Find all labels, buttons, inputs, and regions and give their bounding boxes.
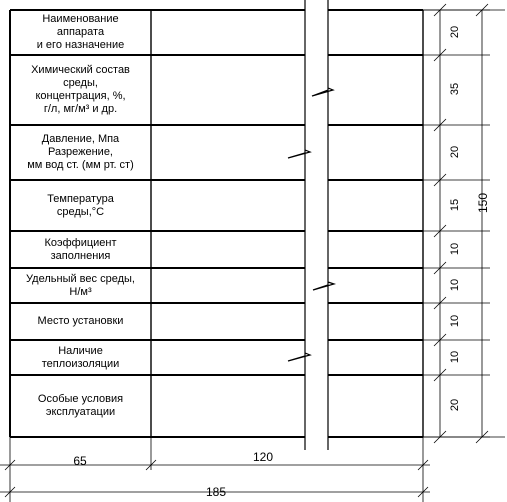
row-label-line: концентрация, %, xyxy=(35,90,126,102)
row-label xyxy=(10,270,151,301)
row-label xyxy=(10,127,151,178)
row-label-line: среды, xyxy=(63,77,98,89)
break-line-right xyxy=(312,0,334,450)
row-label-line: и его назначение xyxy=(36,39,125,51)
row-label-line: заполнения xyxy=(50,249,111,262)
row-label-line: Давление, Мпа xyxy=(41,133,120,145)
row-label-line: аппарата xyxy=(56,26,105,38)
row-label-line: Коэффициент xyxy=(44,236,117,249)
row-label xyxy=(10,12,151,53)
row-label-line: теплоизоляции xyxy=(41,357,120,370)
row-height-dim: 20 xyxy=(449,25,461,38)
row-height-dim: 15 xyxy=(449,198,461,211)
row-height-dim: 10 xyxy=(449,278,461,291)
row-height-dim: 10 xyxy=(449,242,461,255)
row-label-line: Наименование xyxy=(42,13,119,25)
row-label-line: Удельный вес среды, xyxy=(26,272,135,285)
row-label-line: Особые условия xyxy=(37,393,124,405)
row-height-dim: 20 xyxy=(449,145,461,158)
row-label xyxy=(10,305,151,338)
break-line-left xyxy=(288,0,310,450)
row-label-line: мм вод ст. (мм рт. ст) xyxy=(27,159,134,171)
row-label-line: Место установки xyxy=(37,315,124,327)
row-label-line: Разрежение, xyxy=(48,146,113,158)
row-label-line: Н/м³ xyxy=(69,285,92,298)
row-height-dim: 10 xyxy=(449,350,461,363)
dim-total-height: 150 xyxy=(476,192,490,214)
row-label xyxy=(10,182,151,229)
row-height-dim: 10 xyxy=(449,314,461,327)
dim-total-width: 185 xyxy=(205,485,227,499)
row-label-line: Химический состав xyxy=(31,64,130,76)
row-label-line: г/л, мг/м³ и др. xyxy=(43,103,118,115)
dim-col1-width: 65 xyxy=(73,454,87,468)
row-label xyxy=(10,377,151,435)
dim-col2-width: 120 xyxy=(252,450,274,464)
row-height-dim: 20 xyxy=(449,398,461,412)
row-label xyxy=(10,233,151,266)
row-label-line: Наличие xyxy=(58,344,103,357)
row-height-dim: 35 xyxy=(449,82,461,96)
row-label xyxy=(10,342,151,373)
row-label-line: Температура xyxy=(47,192,114,205)
row-label xyxy=(10,57,151,123)
row-label-line: среды,°C xyxy=(56,205,105,218)
row-label-line: эксплуатации xyxy=(45,406,116,418)
